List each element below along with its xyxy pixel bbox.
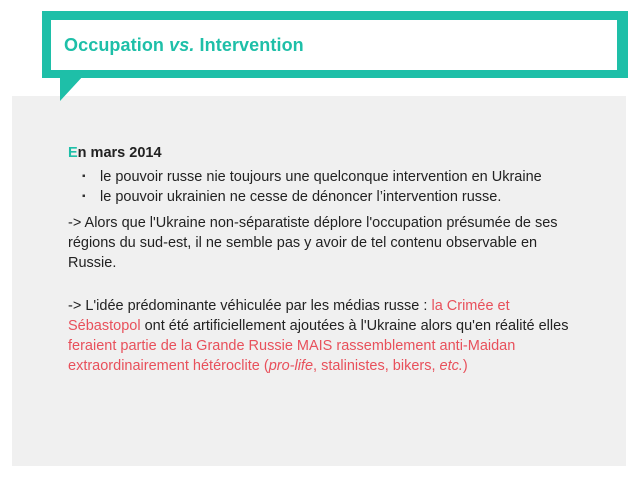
title-part-1: Occupation (64, 34, 170, 55)
paragraph-occupation: -> Alors que l'Ukraine non-séparatiste déplore l'occupation présumée de ses régions du sud-est, il ne semble pas y avoir de tel contenu observable en Russie. (68, 215, 558, 271)
title-callout-tail (60, 75, 84, 101)
para2-highlight-russia: feraient partie de la Grande Russie MAIS rassemblement anti-Maidan extraordinairement hétéroclite ( (68, 338, 516, 374)
bullet-item (68, 167, 578, 187)
slide-title (64, 35, 304, 56)
square-bullet-icon: ▪ (82, 171, 86, 182)
para2-intro: -> L'idée prédominante véhiculée par les médias russe : (68, 298, 432, 314)
para2-etc: etc. (439, 358, 463, 374)
para2-pro-life: pro-life (268, 358, 314, 374)
title-part-vs: vs. (169, 34, 195, 55)
slide-body (68, 143, 578, 376)
bullet-item (68, 187, 578, 207)
para2-mid: ont été artificiellement ajoutées à l'Ukraine alors qu'en réalité elles (140, 318, 569, 334)
bullet-text: le pouvoir russe nie toujours une quelconque intervention en Ukraine (100, 169, 542, 185)
section-heading (68, 143, 578, 163)
title-box (51, 20, 617, 70)
para2-list: , stalinistes, bikers, (313, 358, 440, 374)
para2-highlight-crimea: la Crimée et Sébastopol (68, 298, 510, 334)
heading-first-letter: E (68, 145, 78, 161)
title-part-3: Intervention (194, 34, 304, 55)
bullet-list (68, 167, 578, 207)
paragraph-media (68, 296, 578, 376)
square-bullet-icon: ▪ (82, 191, 86, 202)
bullet-text: le pouvoir ukrainien ne cesse de dénoncer l’intervention russe. (100, 189, 502, 205)
heading-rest: n mars 2014 (77, 145, 162, 161)
para2-close: ) (462, 358, 468, 374)
